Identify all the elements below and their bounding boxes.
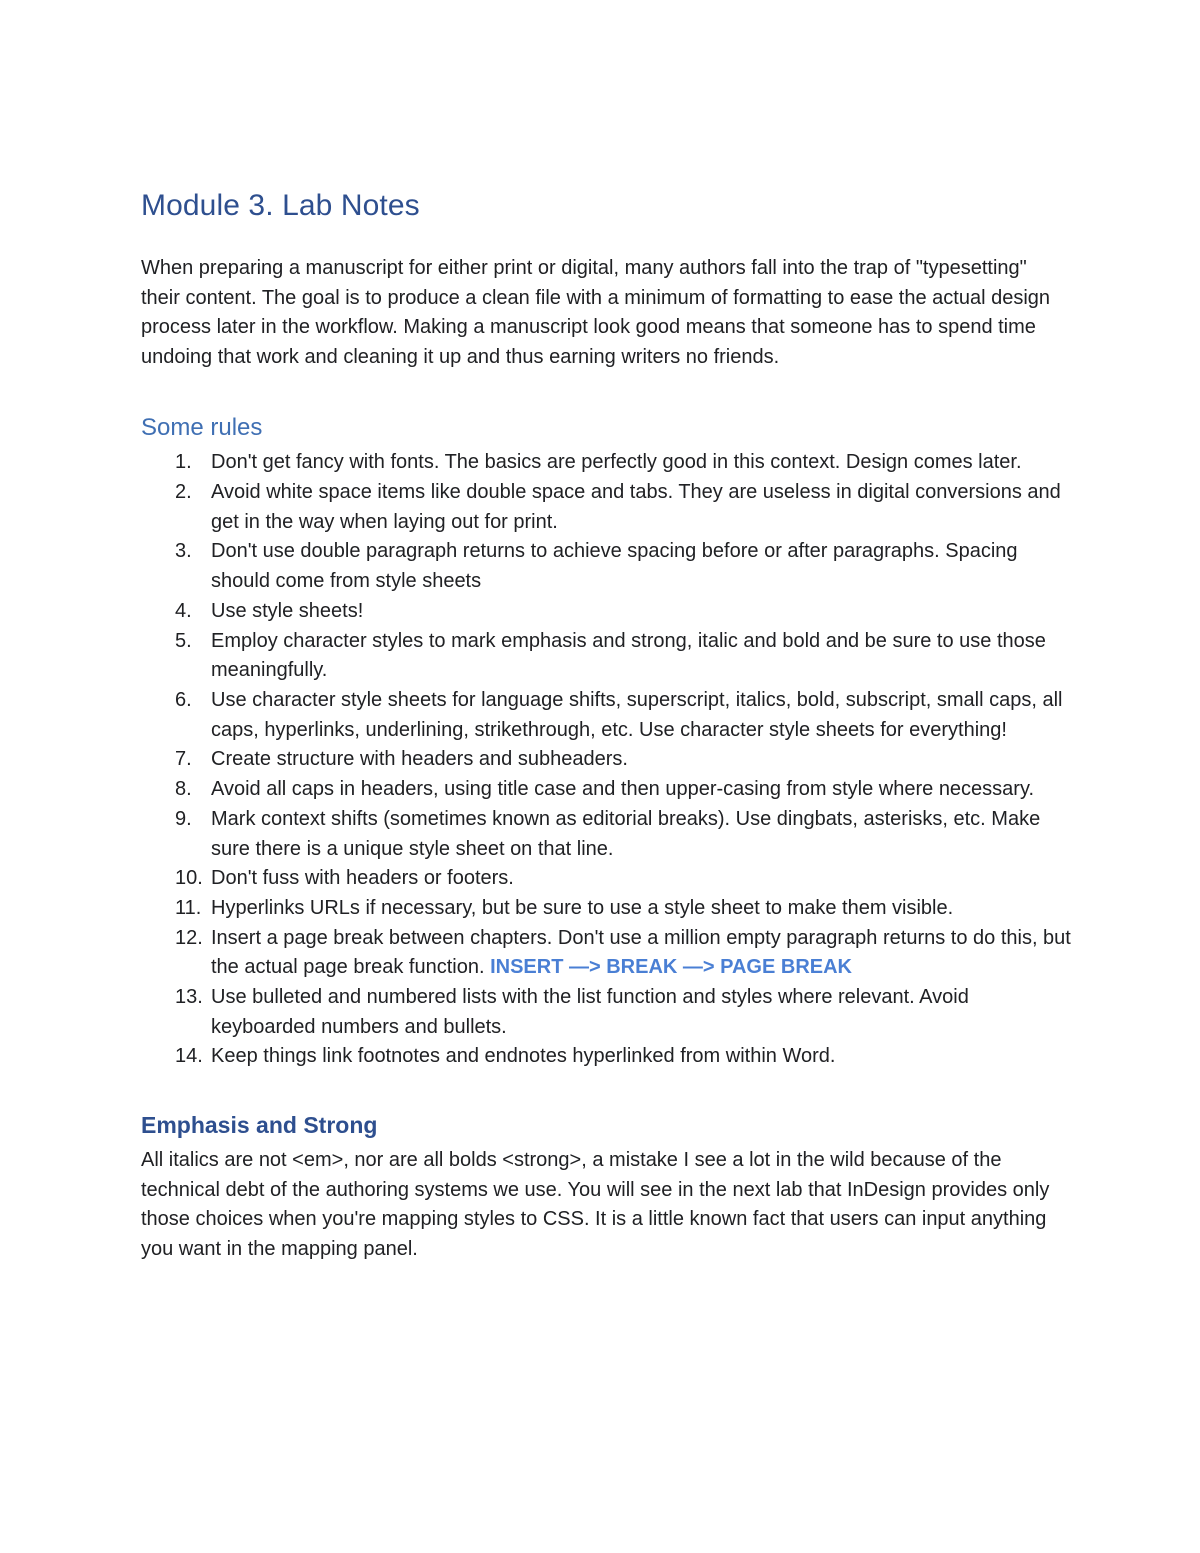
list-item	[141, 537, 1071, 596]
emphasis-heading: Emphasis and Strong	[141, 1112, 378, 1139]
list-item-text: Use style sheets!	[211, 599, 364, 622]
list-item-number: 3.	[175, 540, 192, 563]
menu-path-highlight: INSERT —> BREAK —> PAGE BREAK	[490, 956, 852, 979]
list-item	[141, 686, 1071, 745]
list-item-number: 9.	[175, 807, 192, 830]
list-item-text: Keep things link footnotes and endnotes hyperlinked from within Word.	[211, 1045, 836, 1068]
list-item-number: 12.	[175, 926, 203, 949]
rules-heading: Some rules	[141, 414, 263, 442]
list-item-number: 14.	[175, 1045, 203, 1068]
list-item-text: Use character style sheets for language shifts, superscript, italics, bold, subscript, small caps, all caps, hyperlinks, underlining, strikethrough, etc. Use character style sheets for everything!	[211, 689, 1063, 741]
list-item	[141, 924, 1071, 983]
intro-paragraph: When preparing a manuscript for either print or digital, many authors fall into the trap of "typesetting" their content. The goal is to produce a clean file with a minimum of formatting to ease the actual design process later in the workflow. Making a manuscript look good means that someone has to spend time undoing that work and cleaning it up and thus earning writers no friends.	[141, 257, 1051, 368]
emphasis-paragraph: All italics are not <em>, nor are all bolds <strong>, a mistake I see a lot in the wild because of the technical debt of the authoring systems we use. You will see in the next lab that InDesign provides only those choices when you're mapping styles to CSS. It is a little known fact that users can input anything you want in the mapping panel.	[141, 1149, 1050, 1260]
list-item	[141, 805, 1071, 864]
list-item-number: 8.	[175, 778, 192, 801]
list-item	[141, 864, 1071, 894]
list-item-number: 7.	[175, 748, 192, 771]
list-item-number: 4.	[175, 599, 192, 622]
list-item-text: Create structure with headers and subheaders.	[211, 748, 628, 771]
list-item-number: 13.	[175, 986, 203, 1009]
list-item	[141, 1042, 1071, 1072]
list-item	[141, 597, 1071, 627]
document-body	[141, 184, 1071, 1265]
list-item-number: 5.	[175, 629, 192, 652]
list-item-text: Don't use double paragraph returns to achieve spacing before or after paragraphs. Spacing should come from style sheets	[211, 540, 1018, 593]
list-item	[141, 478, 1071, 537]
list-item	[141, 745, 1071, 775]
list-item-text: Hyperlinks URLs if necessary, but be sure to use a style sheet to make them visible.	[211, 896, 954, 919]
list-item-text: Employ character styles to mark emphasis and strong, italic and bold and be sure to use those meaningfully.	[211, 629, 1046, 682]
list-item-text: Don't fuss with headers or footers.	[211, 867, 514, 890]
list-item-number: 11.	[175, 896, 202, 919]
list-item-number: 1.	[175, 451, 192, 474]
list-item-text: Avoid white space items like double space and tabs. They are useless in digital conversions and get in the way when laying out for print.	[211, 481, 1061, 533]
list-item-number: 6.	[175, 689, 192, 711]
list-item	[141, 775, 1071, 805]
list-item-number: 10.	[175, 867, 203, 890]
page-title: Module 3. Lab Notes	[141, 189, 420, 222]
rules-list	[141, 448, 1071, 1072]
list-item-number: 2.	[175, 481, 192, 504]
list-item	[141, 448, 1071, 478]
list-item-text: Insert a page break between chapters. Don't use a million empty paragraph returns to do this, but the actual page break function.	[211, 926, 1071, 979]
list-item-text: Don't get fancy with fonts. The basics are perfectly good in this context. Design comes later.	[211, 451, 1022, 474]
list-item-text: Use bulleted and numbered lists with the list function and styles where relevant. Avoid keyboarded numbers and bullets.	[211, 986, 969, 1038]
list-item	[141, 894, 1071, 924]
list-item-text: Avoid all caps in headers, using title case and then upper-casing from style where necessary.	[211, 778, 1035, 801]
list-item	[141, 627, 1071, 686]
list-item	[141, 983, 1071, 1042]
list-item-text: Mark context shifts (sometimes known as editorial breaks). Use dingbats, asterisks, etc. Make sure there is a unique style sheet on that line.	[211, 807, 1041, 860]
